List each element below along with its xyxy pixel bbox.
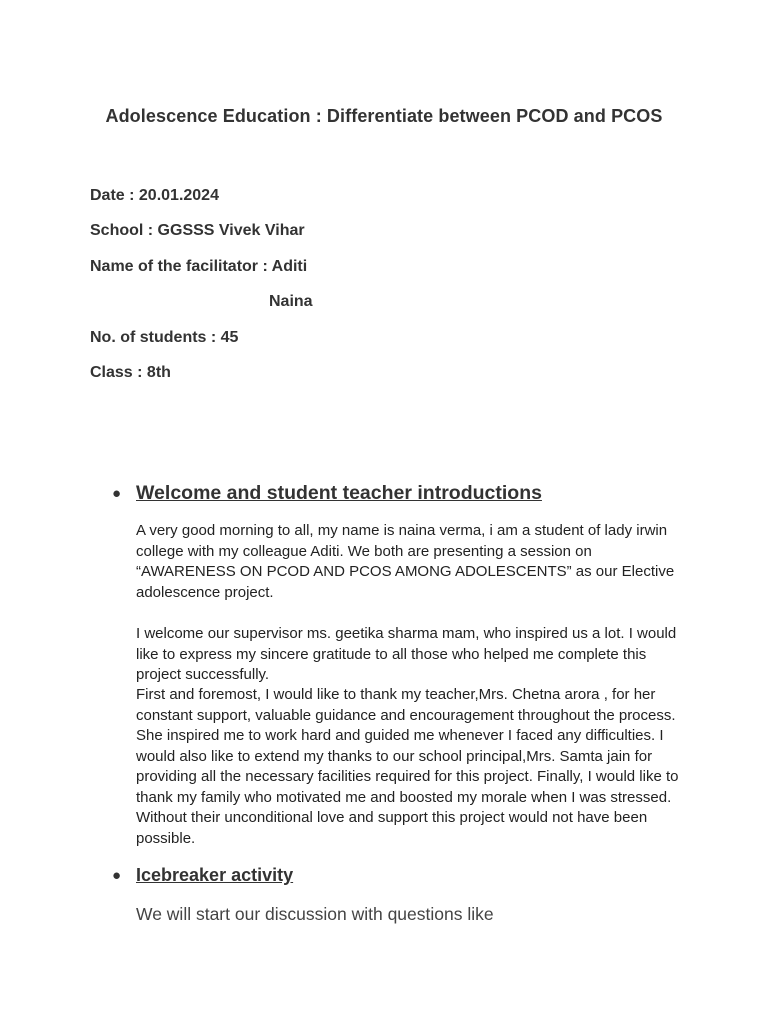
students-count-field: No. of students : 45 [90, 329, 239, 346]
facilitator-field: Name of the facilitator : Aditi [90, 258, 308, 275]
supervisor-paragraph: I welcome our supervisor ms. geetika sharma mam, who inspired us a lot. I would like to express my sincere gratitude to all those who helped me complete this project successfully. [136, 625, 677, 683]
section-heading-icebreaker: Icebreaker activity [136, 865, 294, 885]
gratitude-paragraph: First and foremost, I would like to thank my teacher,Mrs. Chetna arora , for her constant support, valuable guidance and encouragement throughout the process. She inspired me to work hard and guided me whenever I faced any difficulties. I would also like to extend my thanks to our school principal,Mrs. Samta jain for providing all the necessary facilities required for this project. Finally, I would like to thank my family who motivated me and boosted my morale when I was stressed. Without their unconditional love and support this project would not have been possible. [136, 686, 679, 847]
icebreaker-lead: We will start our discussion with questions like [136, 904, 494, 924]
intro-paragraph: A very good morning to all, my name is naina verma, i am a student of lady irwin college with my colleague Aditi. We both are presenting a session on “AWARENESS ON PCOD AND PCOS AMONG ADOLESCENTS” as our Elective adolescence project. [136, 522, 675, 601]
bullet-icon: ● [112, 867, 122, 884]
school-field: School : GGSSS Vivek Vihar [90, 222, 305, 239]
page-title: Adolescence Education : Differentiate between PCOD and PCOS [105, 106, 663, 126]
facilitator-second-name: Naina [269, 293, 313, 310]
class-field: Class : 8th [90, 364, 171, 381]
bullet-icon: ● [112, 485, 122, 502]
section-heading-welcome: Welcome and student teacher introductions [136, 482, 542, 504]
date-field: Date : 20.01.2024 [90, 187, 219, 204]
